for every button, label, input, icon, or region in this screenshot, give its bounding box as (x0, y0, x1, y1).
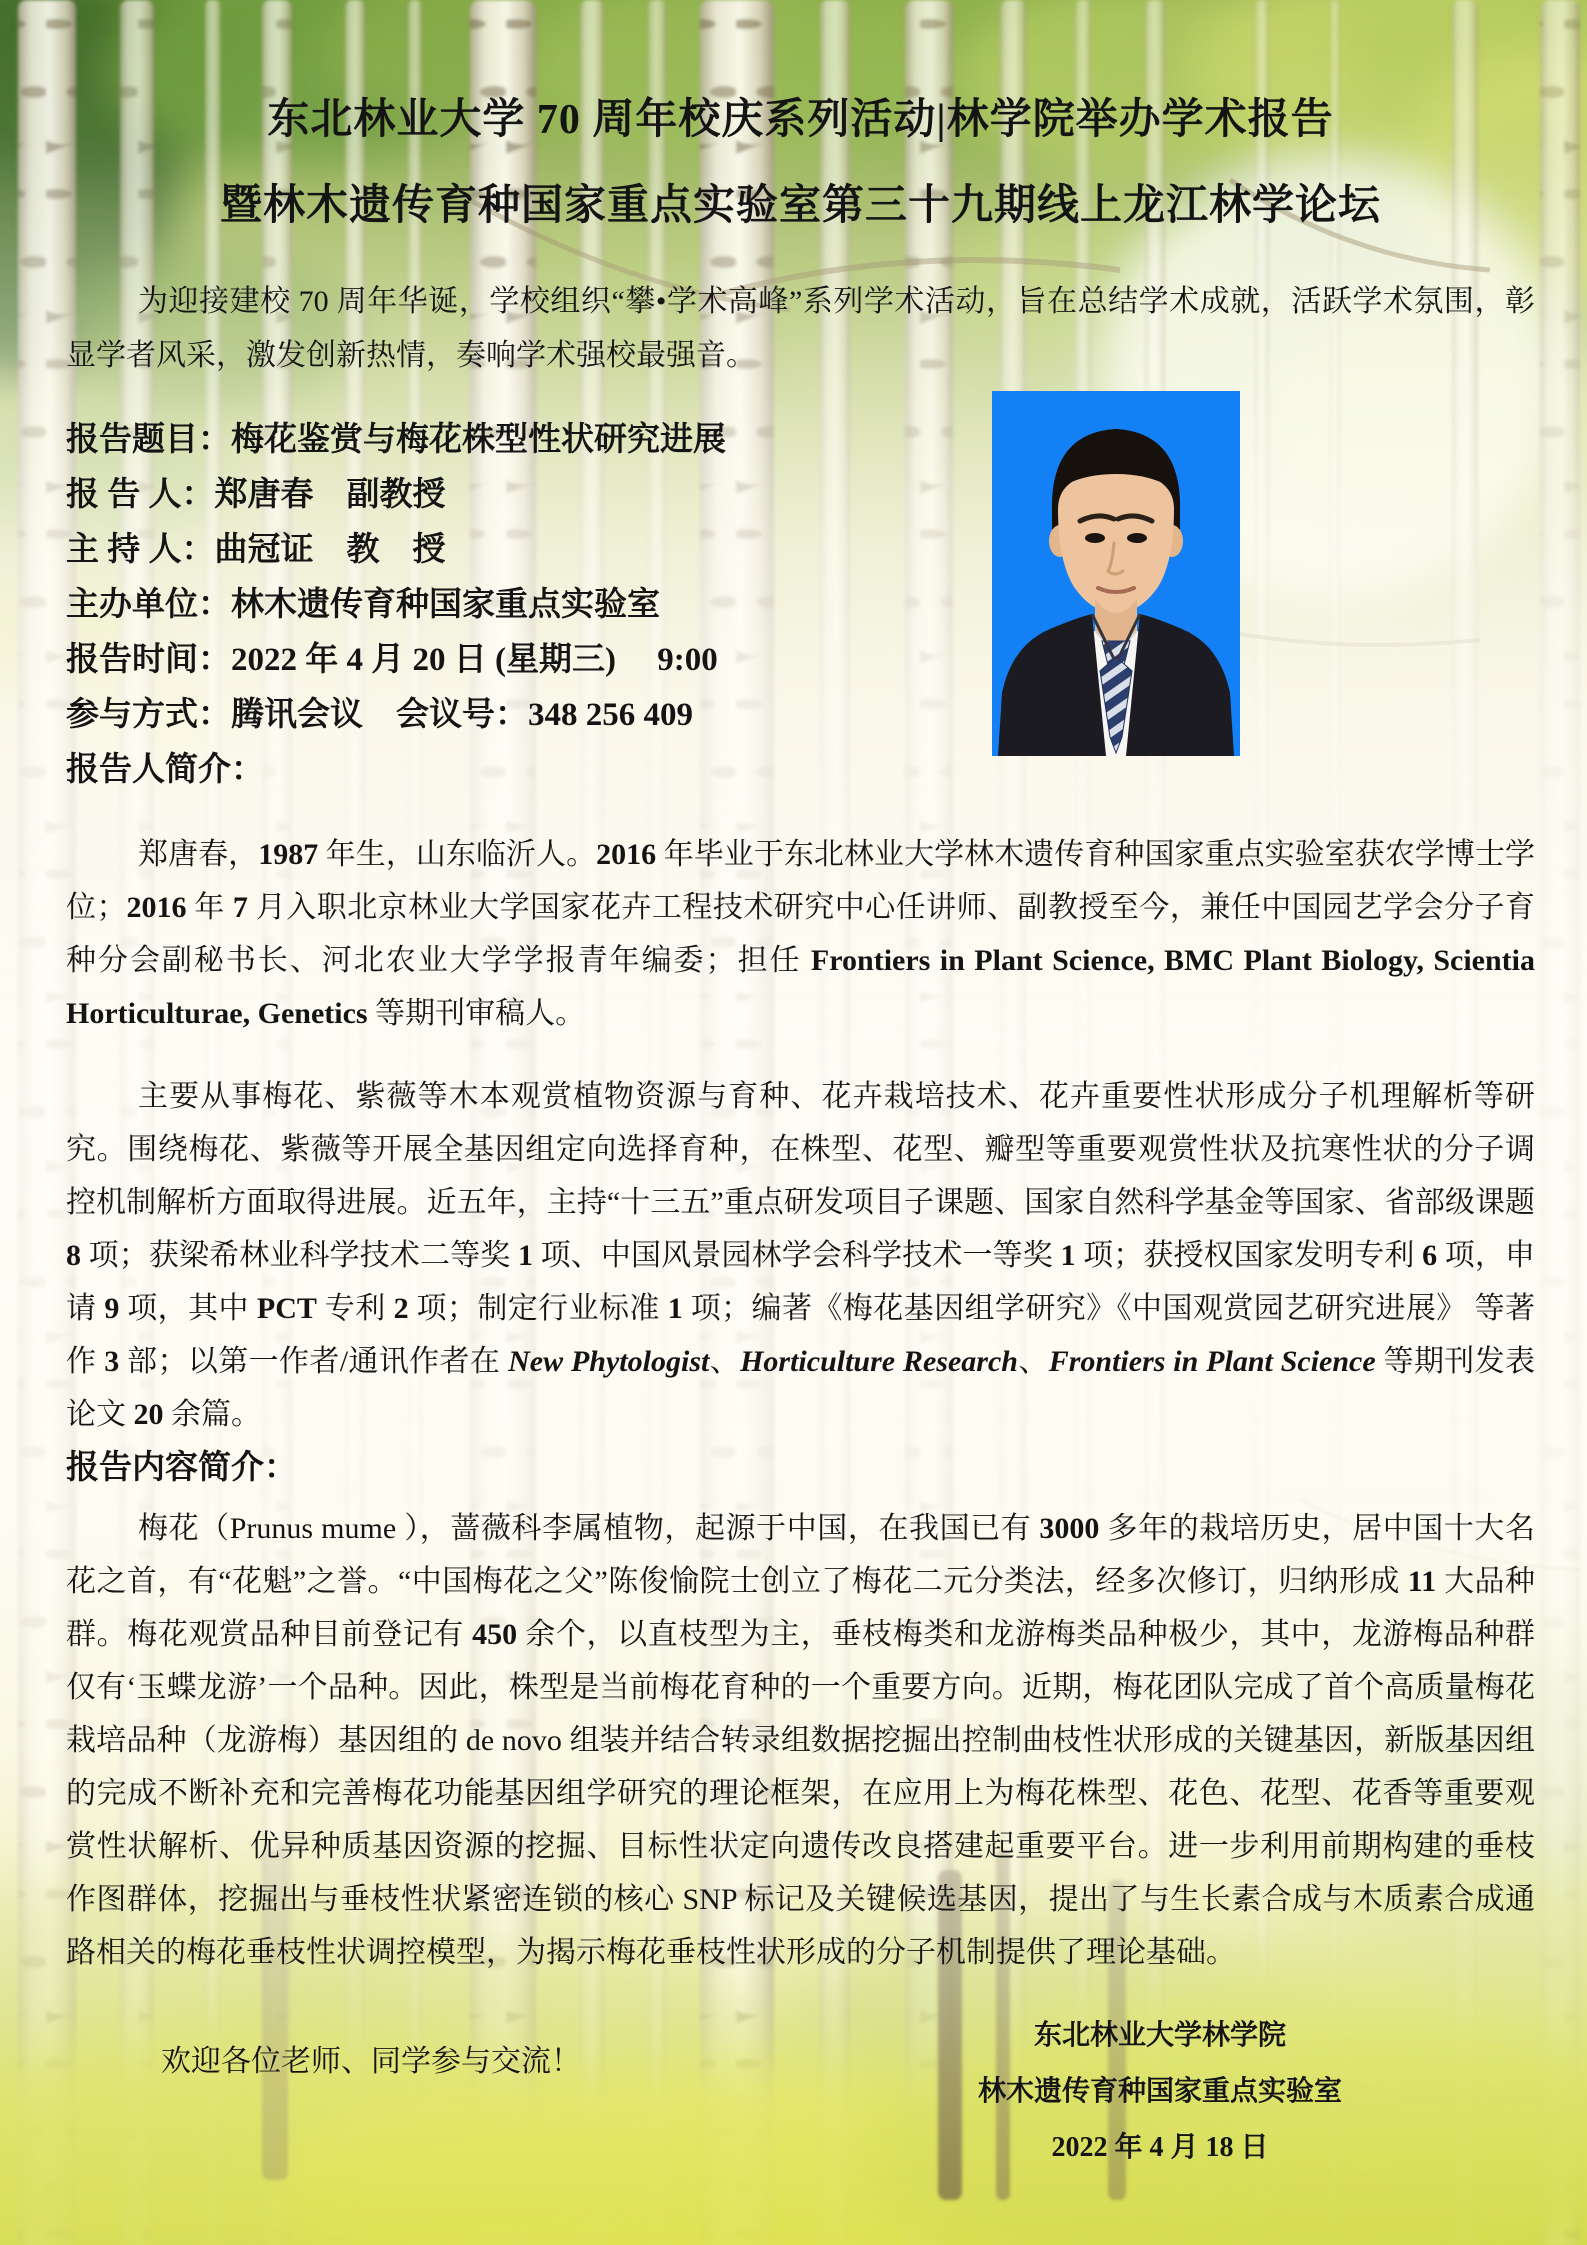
detail-label: 报 告 人： (66, 477, 215, 513)
intro-paragraph: 为迎接建校 70 周年华诞，学校组织“攀•学术高峰”系列学术活动，旨在总结学术成就，活跃学术氛围，彰显学者风采，激发创新热情，奏响学术强校最强音。 (66, 285, 1535, 372)
bio-paragraph-1: 郑唐春，1987 年生，山东临沂人。2016 年毕业于东北林业大学林木遗传育种国家重点实验室获农学博士学位；2016 年 7 月入职北京林业大学国家花卉工程技术研究中心任讲师、副教授至今，兼任中国园艺学会分子育种分会副秘书长、河北农业大学学报青年编委；担任 Frontiers in Plant Science, BMC Plant Biology, Scientia Horticulturae, Genetics 等期刊审稿人。 (66, 838, 1536, 1030)
detail-label: 主办单位： (66, 587, 231, 623)
closing-invitation: 欢迎各位老师、同学参与交流！ (161, 2045, 581, 2078)
detail-row-host (66, 523, 1535, 578)
detail-value: 腾讯会议 会议号：348 256 409 (231, 697, 693, 733)
detail-label: 参与方式： (66, 697, 231, 733)
content-paragraph: 梅花（Prunus mume ），蔷薇科李属植物，起源于中国，在我国已有 3000 多年的栽培历史，居中国十大名花之首，有“花魁”之誉。“中国梅花之父”陈俊愉院士创立了梅花二元分类法，经多次修订，归纳形成 11 大品种群。梅花观赏品种目前登记有 450 余个，以直枝型为主，垂枝梅类和龙游梅类品种极少，其中，龙游梅品种群仅有‘玉蝶龙游’一个品种。因此，株型是当前梅花育种的一个重要方向。近期，梅花团队完成了首个高质量梅花栽培品种（龙游梅）基因组的 de novo 组装并结合转录组数据挖掘出控制曲枝性状形成的关键基因，新版基因组的完成不断补充和完善梅花功能基因组学研究的理论框架，在应用上为梅花株型、花色、花型、花香等重要观赏性状解析、优异种质基因资源的挖掘、目标性状定向遗传改良搭建起重要平台。进一步利用前期构建的垂枝作图群体，挖掘出与垂枝性状紧密连锁的核心 SNP 标记及关键候选基因，提出了与生长素合成与木质素合成通路相关的梅花垂枝性状调控模型，为揭示梅花垂枝性状形成的分子机制提供了理论基础。 (66, 1512, 1536, 1969)
detail-value: 梅花鉴赏与梅花株型性状研究进展 (231, 422, 726, 458)
signature-block (830, 2008, 1490, 2176)
detail-row-join-method (66, 688, 1535, 743)
bio-paragraph-2: 主要从事梅花、紫薇等木本观赏植物资源与育种、花卉栽培技术、花卉重要性状形成分子机理解析等研究。围绕梅花、紫薇等开展全基因组定向选择育种，在株型、花型、瓣型等重要观赏性状及抗寒性状的分子调控机制解析方面取得进展。近五年，主持“十三五”重点研发项目子课题、国家自然科学基金等国家、省部级课题 8 项；获梁希林业科学技术二等奖 1 项、中国风景园林学会科学技术一等奖 1 项；获授权国家发明专利 6 项，申请 9 项，其中 PCT 专利 2 项；制定行业标准 1 项；编著《梅花基因组学研究》《中国观赏园艺研究进展》 等著作 3 部；以第一作者/通讯作者在 New Phytologist、Horticulture Research、Frontiers in Plant Science 等期刊发表论文 20 余篇。 (66, 1080, 1536, 1431)
detail-row-speaker (66, 468, 1535, 523)
signature-date: 2022 年 4 月 18 日 (1051, 2132, 1269, 2163)
detail-value: 2022 年 4 月 20 日 (星期三) 9:00 (231, 642, 718, 678)
poster-title-line1: 东北林业大学 70 周年校庆系列活动|林学院举办学术报告 (267, 97, 1334, 143)
signature-college: 东北林业大学林学院 (1033, 2020, 1286, 2051)
content-heading: 报告内容简介： (66, 1450, 297, 1486)
detail-label: 报告时间： (66, 642, 231, 678)
signature-laboratory: 林木遗传育种国家重点实验室 (977, 2076, 1342, 2107)
detail-label: 主 持 人： (66, 532, 215, 568)
detail-value: 郑唐春 副教授 (214, 477, 446, 513)
detail-row-topic (66, 413, 1535, 468)
speaker-photo (992, 391, 1240, 756)
detail-row-time (66, 633, 1535, 688)
bio-heading: 报告人简介： (66, 752, 264, 788)
detail-label: 报告题目： (66, 422, 231, 458)
report-details (66, 413, 1535, 798)
detail-value: 曲冠证 教 授 (214, 532, 446, 568)
detail-value: 林木遗传育种国家重点实验室 (231, 587, 660, 623)
detail-row-organizer (66, 578, 1535, 633)
poster-title-line2: 暨林木遗传育种国家重点实验室第三十九期线上龙江林学论坛 (219, 183, 1381, 229)
